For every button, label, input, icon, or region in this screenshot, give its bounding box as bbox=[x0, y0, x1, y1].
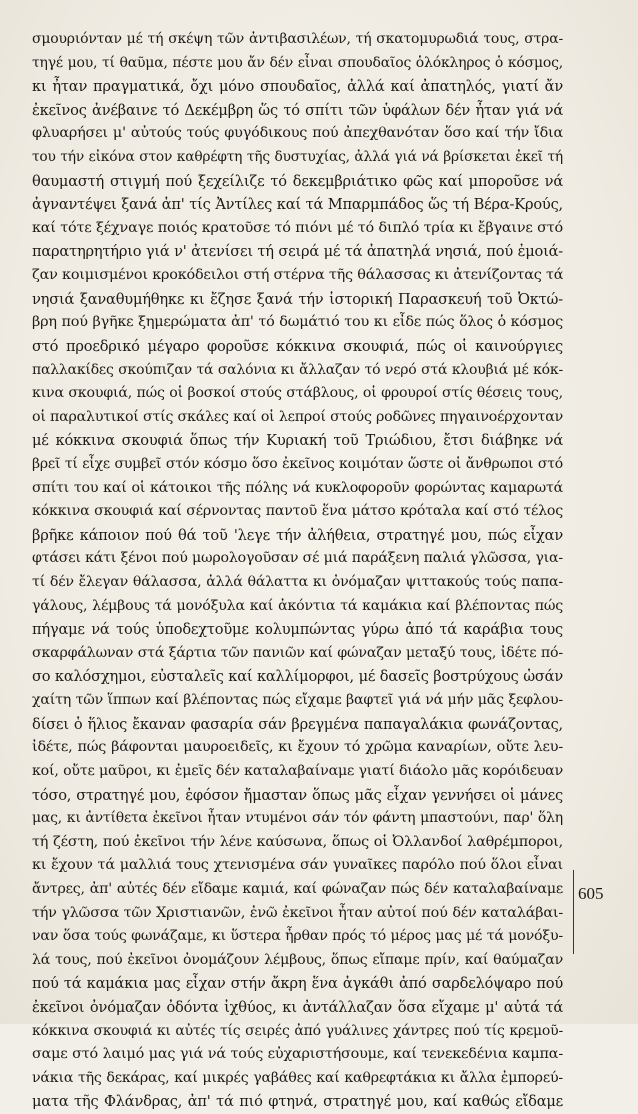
text-line: ἀγναντέψει ξανά ἀπ' τίς Ἀντίλες καί τά Μπαρμπάδος ὥς τή Βέρα-Κρούς, bbox=[32, 196, 563, 214]
text-line: τήν γλῶσσα τῶν Χριστιανῶν, ἐνῶ ἐκεῖνοι ἦταν αὐτοί πού δέν καταλάβαι- bbox=[32, 904, 563, 921]
text-line: βρεῖ τί εἶχε συμβεῖ στόν κόσμο ὅσο ἐκεῖνος κοιμόταν ὥστε οἱ ἄνθρωποι στό bbox=[32, 455, 563, 472]
body-text bbox=[32, 28, 563, 1114]
text-line: τή ζέστη, πού ἐκεῖνοι τήν λένε καύσωνα, ὅπως οἱ Ὀλλανδοί λαθρέμποροι, bbox=[32, 833, 563, 850]
text-line: πήγαμε νά τούς ὑποδεχτοῦμε κολυμπώντας γύρω ἀπό τά καράβια τους bbox=[32, 621, 563, 639]
text-line: χαίτη τῶν ἵππων καί βλέποντας πώς εἴχαμε βαφτεῖ γιά νά μήν μᾶς ξεφλου- bbox=[32, 692, 563, 709]
page-number-rule bbox=[573, 870, 574, 954]
text-line: ἄντρες, ἀπ' αὐτές δέν εἴδαμε καμιά, καί φώναζαν πώς δέν καταλαβαίναμε bbox=[32, 880, 563, 897]
text-line: ἐκεῖνος ἀνέβαινε τό Δεκέμβρη ὥς τό σπίτι τῶν ὑφάλων δέν ἦταν γιά νά bbox=[32, 101, 563, 119]
text-line: σκαρφάλωναν στά ξάρτια τῶν πανιῶν καί φώναζαν μεταξύ τους, ἰδέτε πό- bbox=[32, 644, 563, 661]
text-line: τί δέν ἔλεγαν θάλασσα, ἀλλά θάλαττα κι ὀνόμαζαν ψιττακούς τούς παπα- bbox=[32, 574, 563, 591]
text-line: στό προεδρικό μέγαρο φοροῦσε κόκκινα σκουφιά, πώς οἱ καινούργιες bbox=[32, 337, 563, 355]
text-line: μας, κι ἀντίθετα ἐκεῖνοι ἦταν ντυμένοι σάν τόν φάντη μπαστούνι, παρ' ὅλη bbox=[32, 810, 563, 827]
text-line: βρη πού βγῆκε ξημερώματα ἀπ' τό δωμάτιό του κι εἶδε πώς ὅλος ὁ κόσμος bbox=[32, 314, 563, 331]
text-line: νησιά ξαναθυμήθηκε κι ἔζησε ξανά τήν ἱστορική Παρασκευή τοῦ Ὀκτώ- bbox=[32, 290, 563, 308]
text-line: του τήν εἰκόνα στον καθρέφτη τῆς δυστυχίας, ἀλλά γιά νά βρίσκεται ἐκεῖ τή bbox=[32, 149, 563, 166]
text-line: πού τά καμάκια μας εἶχαν στήν ἄκρη ἕνα ἀγκάθι ἀπό σαρδελόψαρο πού bbox=[32, 975, 563, 993]
text-line: ἰδέτε, πώς βάφονται μαυροειδεῖς, κι ἔχουν τό χρῶμα καναρίων, οὔτε λευ- bbox=[32, 739, 563, 756]
text-line: τηγέ μου, τί θαῦμα, πέστε μου ἄν δέν εἶναι σπουδαῖος ὁλόκληρος ὁ κόσμος, bbox=[32, 54, 563, 71]
text-line: κι ἦταν πραγματικά, ὄχι μόνο σπουδαῖος, ἀλλά καί ἀπατηλός, γιατί ἄν bbox=[32, 78, 563, 96]
page-number: 605 bbox=[578, 884, 604, 903]
text-line: νάκια τῆς δεκάρας, καί μικρές γαβάθες καί καθρεφτάκια κι ἄλλα ἐμπορεύ- bbox=[32, 1069, 563, 1086]
text-line: οἱ παραλυτικοί στίς σκάλες καί οἱ λεπροί στούς ροδῶνες πηγαινοέρχονταν bbox=[32, 408, 563, 425]
text-line: θαυμαστή στιγμή πού ξεχείλιζε τό δεκεμβριάτικο φῶς καί μποροῦσε νά bbox=[32, 172, 563, 190]
text-line: ζαν κοιμισμένοι κροκόδειλοι στή στέρνα τῆς θάλασσας κι ἀτενίζοντας τά bbox=[32, 267, 563, 284]
text-line: βρῆκε κάποιον πού θά τοῦ 'λεγε τήν ἀλήθεια, στρατηγέ μου, πώς εἶχαν bbox=[32, 526, 563, 544]
text-line: γάλους, λέμβους τά μονόξυλα καί ἀκόντια τά καμάκια καί βλέποντας πώς bbox=[32, 597, 563, 614]
text-line: ματα τῆς Φλάνδρας, ἀπ' τά πιό φτηνά, στρατηγέ μου, καί καθώς εἴδαμε bbox=[32, 1093, 563, 1111]
text-line: λά τους, πού ἐκεῖνοι ὀνομάζουν λέμβους, ὅπως εἴπαμε πρίν, καί θαύμαζαν bbox=[32, 951, 563, 968]
text-line: σπίτι του καί οἱ κάτοικοι τῆς πόλης νά κυκλοφοροῦν φορώντας καμαρωτά bbox=[32, 479, 563, 496]
text-line: παλλακίδες σκούπιζαν τά σαλόνια κι ἄλλαζαν τό νερό στά κλουβιά μέ κόκ- bbox=[32, 361, 563, 378]
text-line: δίσει ὁ ἥλιος ἔκαναν φασαρία σάν βρεγμένα παπαγαλάκια φωνάζοντας, bbox=[32, 715, 563, 733]
text-line: μέ κόκκινα σκουφιά ὅπως τήν Κυριακή τοῦ Τριώδιου, ἔτσι διάβηκε νά bbox=[32, 432, 563, 450]
text-line: παρατηρητήριο γιά ν' ἀτενίσει τή σειρά μέ τά ἀπατηλά νησιά, πού ἐμοιά- bbox=[32, 243, 563, 261]
text-line: κι ἔχουν τά μαλλιά τους χτενισμένα σάν γυναῖκες παρόλο πού ὅλοι εἶναι bbox=[32, 857, 563, 874]
text-line: καί τότε ξέχναγε ποιός κρατοῦσε τό πιόνι μέ τό διπλό τρία κι ἔβγαινε στό bbox=[32, 219, 563, 236]
text-line: φλυαρήσει μ' αὐτούς τούς φυγόδικους πού ἀπεχθανόταν ὅσο καί τήν ἴδια bbox=[32, 125, 563, 142]
text-line: ναν ὅσα τούς φωνάζαμε, κι ὕστερα ἦρθαν πρός τό μέρος μας μέ τά μονόξυ- bbox=[32, 928, 563, 945]
text-line: κινα σκουφιά, πώς οἱ βοσκοί στούς στάβλους, οἱ φρουροί στίς θέσεις τους, bbox=[32, 385, 563, 402]
text-line: σο καλόσχημοι, εὐσταλεῖς καί καλλίμορφοι, μέ δασεῖς βοστρύχους ὡσάν bbox=[32, 668, 563, 686]
text-line: σαμε στό λαιμό μας γιά νά τούς εὐχαριστήσουμε, καί τενεκεδένια καμπα- bbox=[32, 1046, 563, 1063]
text-line: φτάσει κάτι ξένοι πού μωρολογοῦσαν σέ μιά παράξενη παλιά γλῶσσα, για- bbox=[32, 550, 563, 567]
text-line: τόσο, στρατηγέ μου, ἐφόσον ἤμασταν ὅπως μᾶς εἶχαν γεννήσει οἱ μάνες bbox=[32, 786, 563, 804]
text-line: κόκκινα σκουφιά καί σέρνοντας παντοῦ ἕνα μάτσο κρόταλα καί στό τέλος bbox=[32, 503, 563, 520]
text-line: σμουριόνταν μέ τή σκέψη τῶν ἀντιβασιλέων, τή σκατομυρωδιά τους, στρα- bbox=[32, 31, 563, 47]
text-line: ἐκεῖνοι ὀνόμαζαν ὀδόντα ἰχθύος, κι ἀντάλλαζαν ὅσα εἴχαμε μ' αὐτά τά bbox=[32, 998, 563, 1016]
text-line: κοί, οὔτε μαῦροι, κι ἐμεῖς δέν καταλαβαίναμε γιατί διάολο μᾶς κορόιδευαν bbox=[32, 762, 563, 779]
text-line: κόκκινα σκουφιά κι αὐτές τίς σειρές ἀπό γυάλινες χάντρες πού τίς κρεμοῦ- bbox=[32, 1022, 563, 1039]
